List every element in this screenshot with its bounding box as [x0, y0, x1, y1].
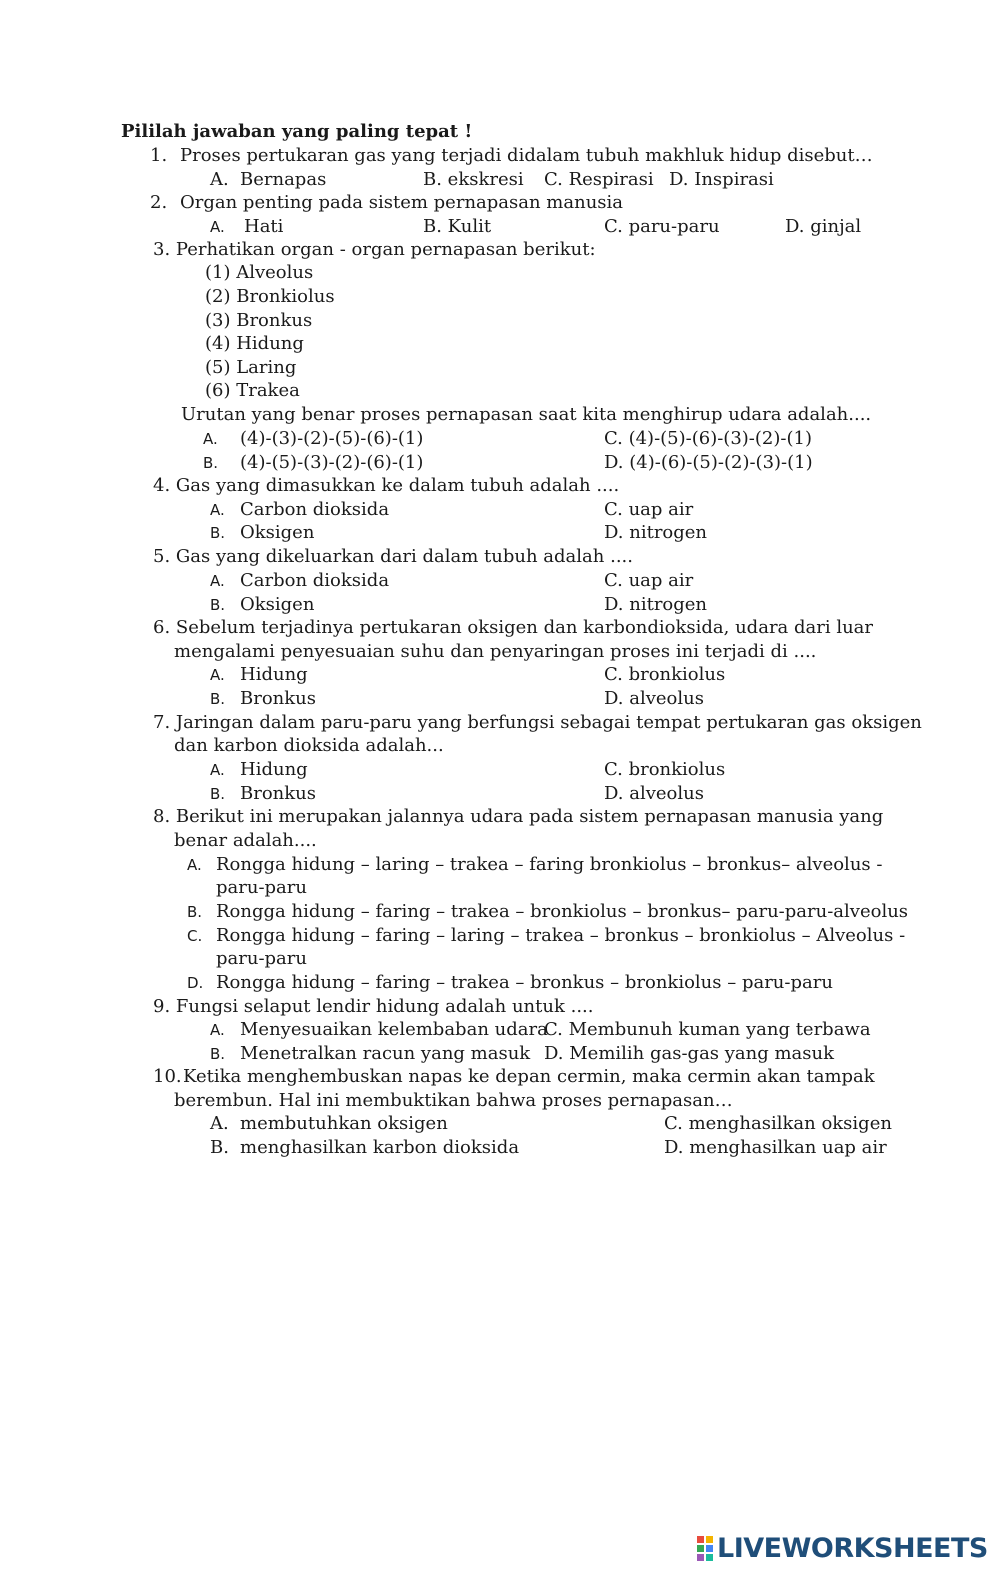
liveworksheets-logo-icon [697, 1536, 713, 1561]
q2-option-b[interactable]: B. Kulit [423, 216, 492, 237]
question-8-line-2: benar adalah.... [174, 830, 317, 851]
q10-option-a[interactable]: membutuhkan oksigen [240, 1113, 448, 1134]
q9-option-b[interactable]: Menetralkan racun yang masuk [240, 1043, 531, 1064]
q3-option-d[interactable]: D. (4)-(6)-(5)-(2)-(3)-(1) [604, 452, 813, 473]
q5-option-b[interactable]: Oksigen [240, 594, 315, 615]
q1-option-c[interactable]: C. Respirasi [544, 169, 654, 190]
q3-option-b-label[interactable]: B. [203, 454, 219, 472]
q3-option-b[interactable]: (4)-(5)-(3)-(2)-(6)-(1) [240, 452, 424, 473]
question-6-line-2: mengalami penyesuaian suhu dan penyaringan proses ini terjadi di .... [174, 641, 817, 662]
q7-option-a-label[interactable]: A. [210, 761, 225, 779]
q6-option-a[interactable]: Hidung [240, 664, 308, 685]
q3-item-5: (5) Laring [205, 357, 297, 378]
q2-option-c[interactable]: C. paru-paru [604, 216, 720, 237]
question-6-line-1: 6. Sebelum terjadinya pertukaran oksigen dan karbondioksida, udara dari luar [153, 617, 874, 638]
q4-option-b[interactable]: Oksigen [240, 522, 315, 543]
logo-square-3 [697, 1545, 704, 1552]
question-8-line-1: 8. Berikut ini merupakan jalannya udara pada sistem pernapasan manusia yang [153, 806, 884, 827]
q5-option-a[interactable]: Carbon dioksida [240, 570, 390, 591]
q3-question: Urutan yang benar proses pernapasan saat kita menghirup udara adalah.... [181, 404, 872, 425]
q5-option-c[interactable]: C. uap air [604, 570, 694, 591]
q10-option-d[interactable]: D. menghasilkan uap air [664, 1137, 887, 1158]
question-5-text: 5. Gas yang dikeluarkan dari dalam tubuh adalah .... [153, 546, 633, 567]
q8-option-c-line-2[interactable]: paru-paru [216, 948, 307, 969]
q8-option-d[interactable]: Rongga hidung – faring – trakea – bronkus – bronkiolus – paru-paru [216, 972, 833, 993]
q7-option-c[interactable]: C. bronkiolus [604, 759, 726, 780]
q8-option-d-label[interactable]: D. [187, 974, 204, 992]
question-2-text: Organ penting pada sistem pernapasan manusia [180, 192, 624, 213]
q2-option-d[interactable]: D. ginjal [785, 216, 862, 237]
q9-option-a[interactable]: Menyesuaikan kelembaban udara [240, 1019, 548, 1040]
liveworksheets-logo[interactable] [697, 1533, 988, 1563]
q5-option-b-label[interactable]: B. [210, 596, 226, 614]
question-4-text: 4. Gas yang dimasukkan ke dalam tubuh adalah .... [153, 475, 620, 496]
question-1-text: Proses pertukaran gas yang terjadi didalam tubuh makhluk hidup disebut… [180, 145, 873, 166]
question-7-line-2: dan karbon dioksida adalah... [174, 735, 444, 756]
question-9-text: 9. Fungsi selaput lendir hidung adalah untuk .... [153, 996, 594, 1017]
q3-item-6: (6) Trakea [205, 380, 300, 401]
q5-option-d[interactable]: D. nitrogen [604, 594, 708, 615]
q3-item-3: (3) Bronkus [205, 310, 313, 331]
q9-option-b-label[interactable]: B. [210, 1045, 226, 1063]
instruction-heading: Pililah jawaban yang paling tepat ! [121, 121, 473, 142]
q1-option-a-label[interactable]: A. [210, 169, 229, 190]
q3-option-c[interactable]: C. (4)-(5)-(6)-(3)-(2)-(1) [604, 428, 812, 449]
question-3-text: 3. Perhatikan organ - organ pernapasan berikut: [153, 239, 596, 260]
question-10-number: 10. [153, 1066, 182, 1087]
q8-option-b-label[interactable]: B. [187, 903, 203, 921]
question-1-number: 1. [150, 145, 168, 166]
q8-option-a-line-1[interactable]: Rongga hidung – laring – trakea – faring bronkiolus – bronkus– alveolus - [216, 854, 883, 875]
q6-option-d[interactable]: D. alveolus [604, 688, 704, 709]
q4-option-c[interactable]: C. uap air [604, 499, 694, 520]
q8-option-c-label[interactable]: C. [187, 927, 203, 945]
q1-option-b[interactable]: B. ekskresi [423, 169, 524, 190]
q6-option-a-label[interactable]: A. [210, 666, 225, 684]
q3-item-1: (1) Alveolus [205, 262, 314, 283]
q9-option-a-label[interactable]: A. [210, 1021, 225, 1039]
liveworksheets-logo-text: LIVEWORKSHEETS [717, 1532, 988, 1564]
q8-option-a-line-2[interactable]: paru-paru [216, 877, 307, 898]
q4-option-b-label[interactable]: B. [210, 524, 226, 542]
q10-option-b[interactable]: menghasilkan karbon dioksida [240, 1137, 520, 1158]
logo-square-4 [706, 1545, 713, 1552]
q5-option-a-label[interactable]: A. [210, 572, 225, 590]
q8-option-a-label[interactable]: A. [187, 856, 202, 874]
q10-option-a-label[interactable]: A. [210, 1113, 229, 1134]
q4-option-a-label[interactable]: A. [210, 501, 225, 519]
q6-option-c[interactable]: C. bronkiolus [604, 664, 726, 685]
question-7-line-1: 7. Jaringan dalam paru-paru yang berfungsi sebagai tempat pertukaran gas oksigen [153, 712, 922, 733]
q7-option-d[interactable]: D. alveolus [604, 783, 704, 804]
q7-option-b[interactable]: Bronkus [240, 783, 316, 804]
logo-square-2 [706, 1536, 713, 1543]
q3-option-a[interactable]: (4)-(3)-(2)-(5)-(6)-(1) [240, 428, 424, 449]
q10-option-b-label[interactable]: B. [210, 1137, 229, 1158]
q2-option-a[interactable]: Hati [244, 216, 284, 237]
q4-option-a[interactable]: Carbon dioksida [240, 499, 390, 520]
q1-option-d[interactable]: D. Inspirasi [669, 169, 774, 190]
q3-item-4: (4) Hidung [205, 333, 304, 354]
q1-option-a[interactable]: Bernapas [240, 169, 327, 190]
q8-option-c-line-1[interactable]: Rongga hidung – faring – laring – trakea – bronkus – bronkiolus – Alveolus - [216, 925, 906, 946]
q3-option-a-label[interactable]: A. [203, 430, 218, 448]
q9-option-c[interactable]: C. Membunuh kuman yang terbawa [544, 1019, 871, 1040]
q7-option-a[interactable]: Hidung [240, 759, 308, 780]
q6-option-b[interactable]: Bronkus [240, 688, 316, 709]
q2-option-a-label[interactable]: A. [210, 218, 225, 236]
logo-square-6 [706, 1554, 713, 1561]
logo-square-1 [697, 1536, 704, 1543]
q4-option-d[interactable]: D. nitrogen [604, 522, 708, 543]
question-2-number: 2. [150, 192, 168, 213]
q10-option-c[interactable]: C. menghasilkan oksigen [664, 1113, 892, 1134]
q7-option-b-label[interactable]: B. [210, 785, 226, 803]
q9-option-d[interactable]: D. Memilih gas-gas yang masuk [544, 1043, 835, 1064]
q6-option-b-label[interactable]: B. [210, 690, 226, 708]
logo-square-5 [697, 1554, 704, 1561]
q3-item-2: (2) Bronkiolus [205, 286, 335, 307]
q8-option-b[interactable]: Rongga hidung – faring – trakea – bronkiolus – bronkus– paru-paru-alveolus [216, 901, 909, 922]
question-10-line-2: berembun. Hal ini membuktikan bahwa proses pernapasan… [174, 1090, 733, 1111]
question-10-line-1: Ketika menghembuskan napas ke depan cermin, maka cermin akan tampak [183, 1066, 875, 1087]
